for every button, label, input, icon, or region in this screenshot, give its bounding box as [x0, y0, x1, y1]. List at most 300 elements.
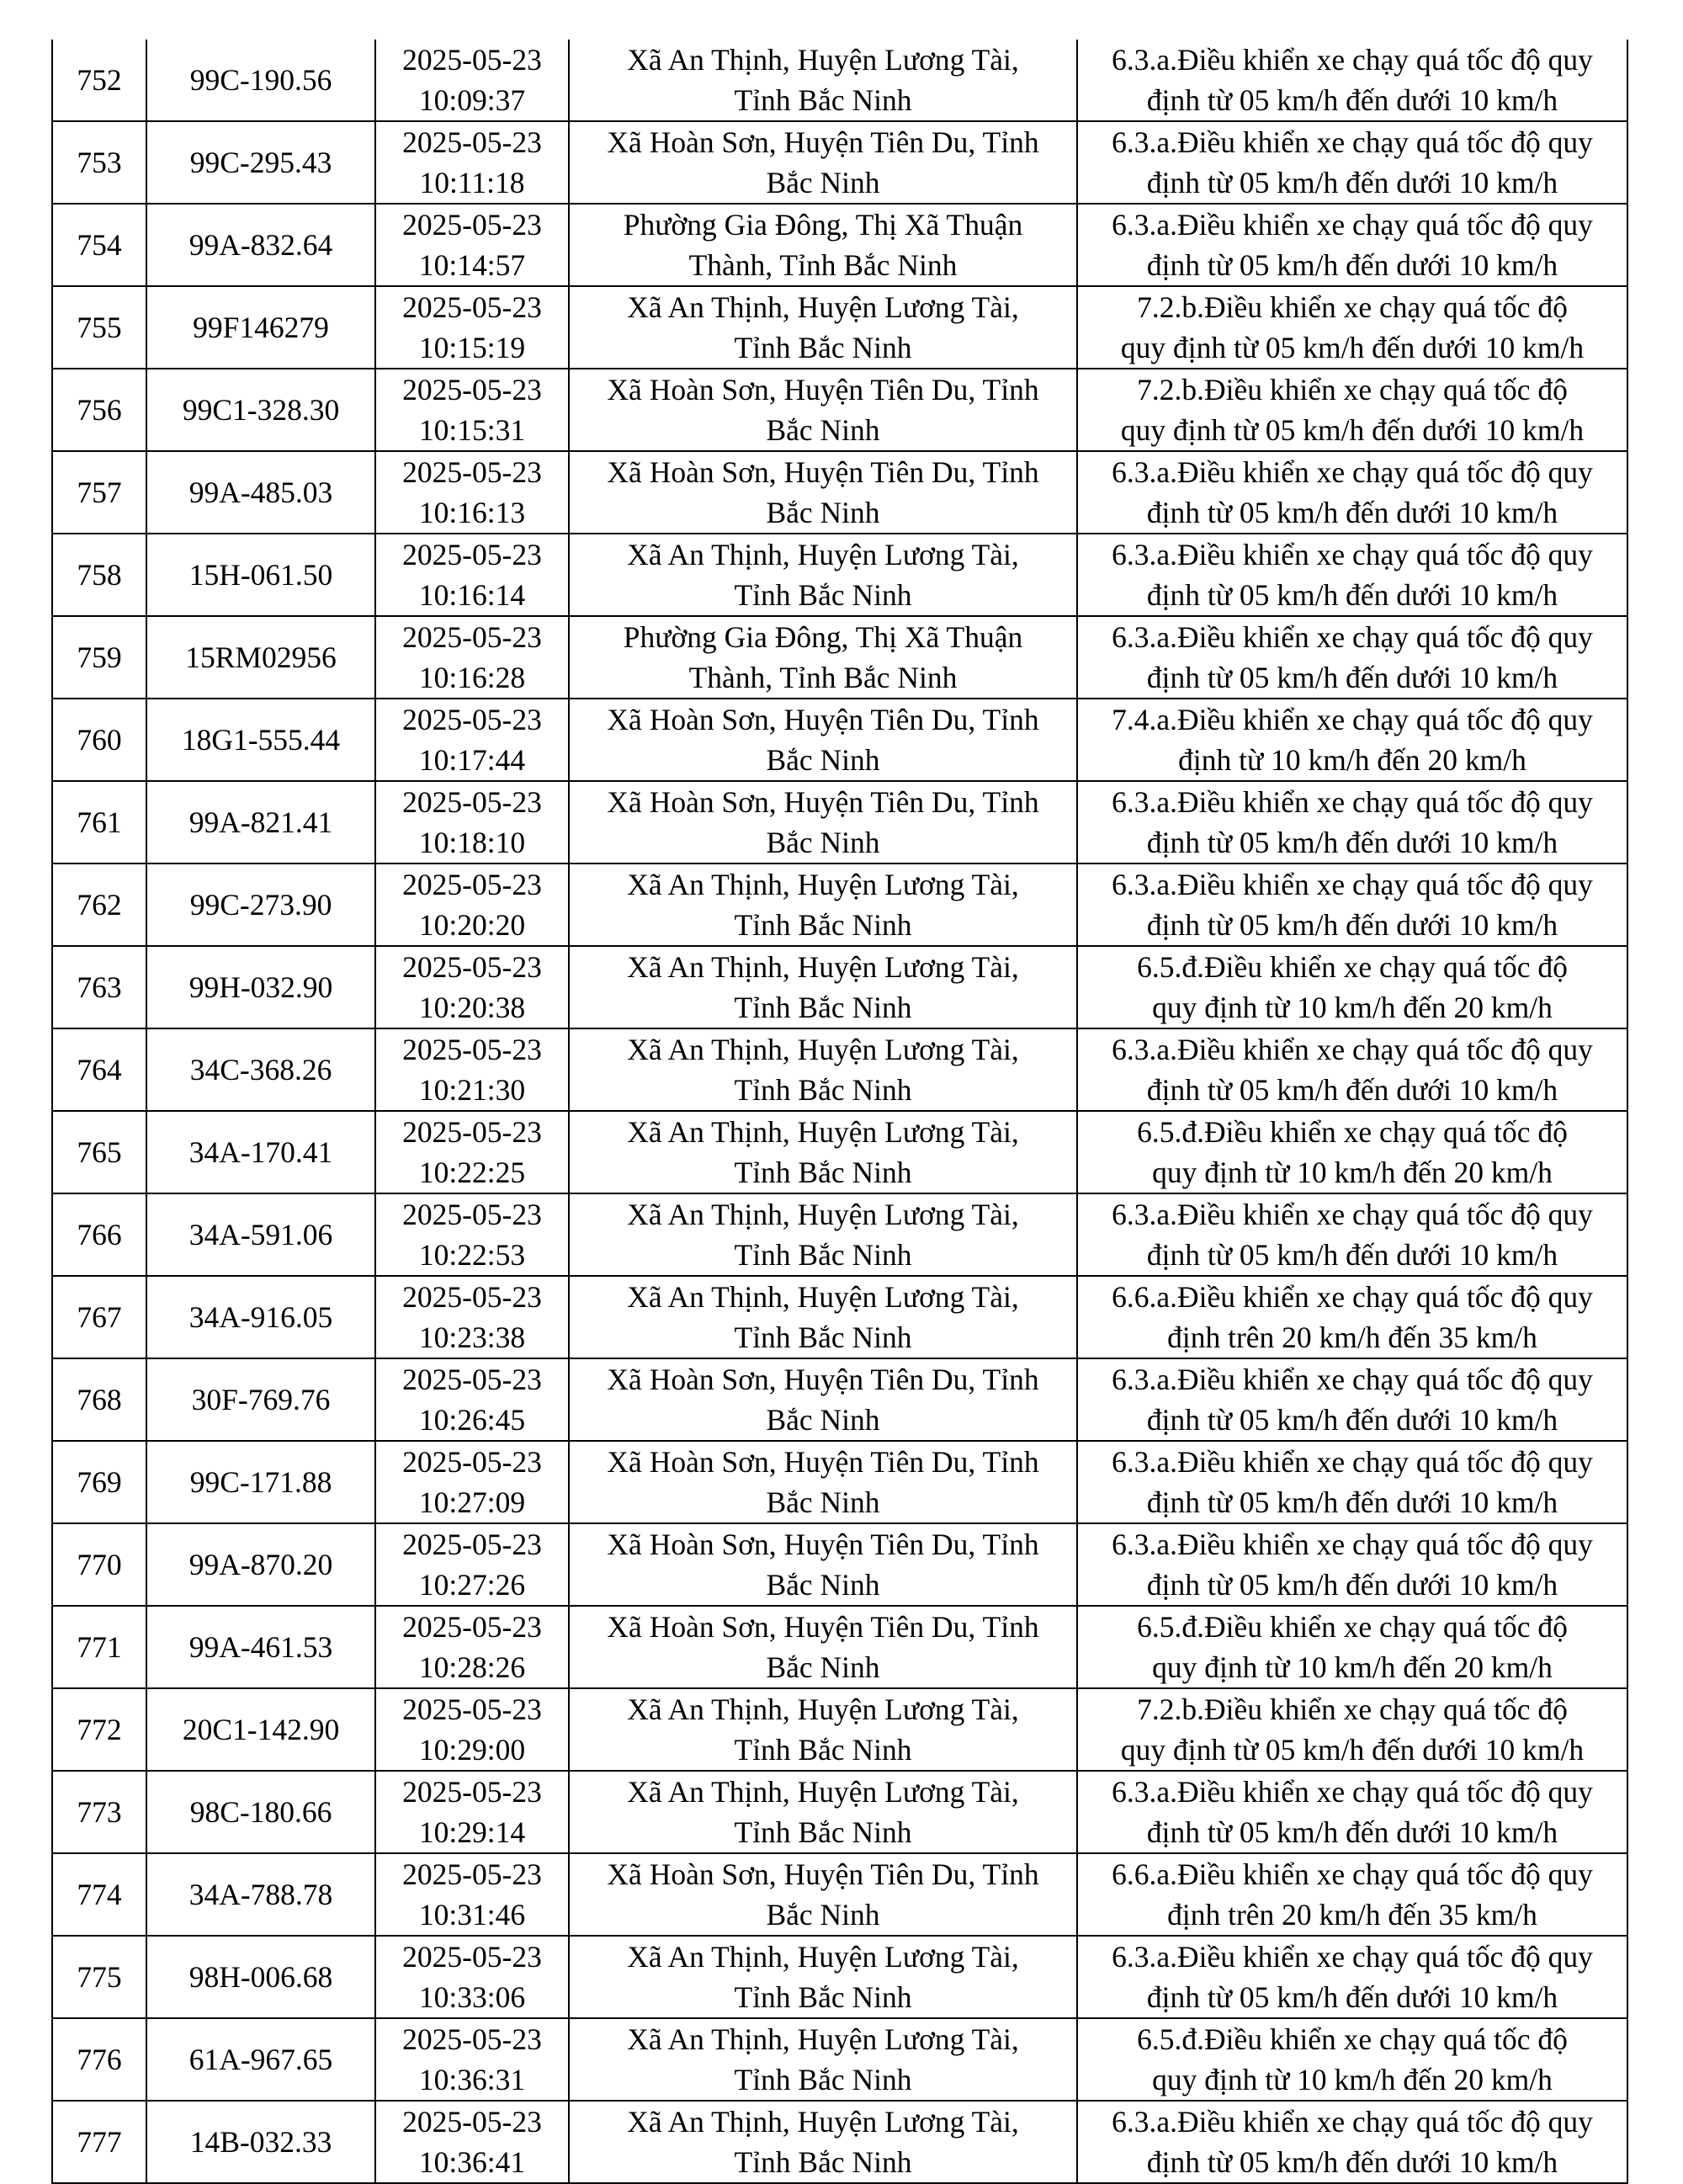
plate-number: 99C-190.56 — [189, 63, 332, 97]
datetime-cell — [375, 1193, 569, 1276]
violation-cell — [1077, 286, 1627, 369]
plate-cell — [146, 286, 375, 369]
datetime-cell — [375, 1111, 569, 1193]
violation-time: 10:36:31 — [418, 2063, 526, 2096]
location-line-2: Bắc Ninh — [766, 166, 880, 199]
violation-line-1: 6.3.a.Điều khiển xe chạy quá tốc độ quy — [1112, 538, 1593, 571]
stt-value: 758 — [77, 558, 122, 592]
location-line-2: Thành, Tỉnh Bắc Ninh — [688, 248, 958, 282]
table-row — [52, 369, 1627, 451]
stt-value: 774 — [77, 1878, 122, 1911]
violation-line-2: định từ 05 km/h đến dưới 10 km/h — [1146, 1568, 1558, 1602]
stt-cell — [52, 1276, 146, 1358]
stt-value: 772 — [77, 1713, 122, 1746]
plate-cell — [146, 121, 375, 204]
plate-number: 99A-461.53 — [188, 1630, 333, 1664]
stt-cell — [52, 1771, 146, 1853]
violation-cell — [1077, 369, 1627, 451]
violation-cell — [1077, 534, 1627, 616]
violation-time: 10:23:38 — [418, 1320, 526, 1354]
violation-time: 10:20:38 — [418, 991, 526, 1024]
stt-value: 764 — [77, 1053, 122, 1087]
violation-time: 10:18:10 — [418, 826, 526, 859]
datetime-cell — [375, 1688, 569, 1771]
stt-cell — [52, 1111, 146, 1193]
table-row — [52, 534, 1627, 616]
table-row — [52, 451, 1627, 534]
location-cell — [569, 2101, 1077, 2183]
table-body — [52, 40, 1627, 2183]
location-line-2: Tỉnh Bắc Ninh — [734, 908, 912, 942]
plate-cell — [146, 1771, 375, 1853]
violation-date: 2025-05-23 — [402, 125, 542, 159]
violation-cell — [1077, 2101, 1627, 2183]
location-line-2: Tỉnh Bắc Ninh — [734, 83, 912, 117]
plate-cell — [146, 946, 375, 1028]
violation-line-2: định từ 05 km/h đến dưới 10 km/h — [1146, 2145, 1558, 2179]
plate-cell — [146, 1276, 375, 1358]
plate-number: 14B-032.33 — [189, 2125, 332, 2159]
plate-number: 99A-870.20 — [188, 1548, 333, 1581]
table-row — [52, 121, 1627, 204]
location-cell — [569, 2018, 1077, 2101]
plate-number: 99A-485.03 — [188, 476, 333, 509]
location-cell — [569, 1358, 1077, 1441]
violation-line-2: quy định từ 05 km/h đến dưới 10 km/h — [1120, 413, 1585, 447]
stt-value: 757 — [77, 476, 122, 509]
datetime-cell — [375, 286, 569, 369]
violation-line-2: quy định từ 10 km/h đến 20 km/h — [1152, 2063, 1553, 2096]
location-cell — [569, 946, 1077, 1028]
violation-cell — [1077, 1688, 1627, 1771]
violation-line-2: quy định từ 10 km/h đến 20 km/h — [1152, 1650, 1553, 1684]
violation-line-2: quy định từ 05 km/h đến dưới 10 km/h — [1120, 331, 1585, 364]
violation-time: 10:29:14 — [418, 1815, 526, 1849]
location-line-1: Xã An Thịnh, Huyện Lương Tài, — [627, 2105, 1019, 2139]
location-line-1: Xã Hoàn Sơn, Huyện Tiên Du, Tỉnh — [607, 1363, 1039, 1396]
stt-cell — [52, 946, 146, 1028]
violation-time: 10:22:25 — [418, 1156, 526, 1189]
violation-line-1: 6.5.đ.Điều khiển xe chạy quá tốc độ — [1137, 2022, 1568, 2056]
table-row — [52, 1111, 1627, 1193]
location-cell — [569, 1276, 1077, 1358]
location-line-2: Thành, Tỉnh Bắc Ninh — [688, 661, 958, 694]
location-line-1: Xã An Thịnh, Huyện Lương Tài, — [627, 1033, 1019, 1066]
plate-number: 15RM02956 — [185, 640, 337, 674]
violation-date: 2025-05-23 — [402, 1775, 542, 1809]
datetime-cell — [375, 1028, 569, 1111]
datetime-cell — [375, 40, 569, 121]
plate-cell — [146, 781, 375, 864]
violation-cell — [1077, 2018, 1627, 2101]
stt-value: 760 — [77, 723, 122, 757]
stt-cell — [52, 616, 146, 699]
plate-cell — [146, 2101, 375, 2183]
stt-value: 767 — [77, 1300, 122, 1334]
table-row — [52, 1523, 1627, 1606]
table-row — [52, 864, 1627, 946]
location-cell — [569, 1193, 1077, 1276]
violation-line-1: 7.4.a.Điều khiển xe chạy quá tốc độ quy — [1112, 703, 1593, 736]
violation-time: 10:22:53 — [418, 1238, 526, 1272]
violation-time: 10:31:46 — [418, 1898, 526, 1932]
datetime-cell — [375, 781, 569, 864]
stt-value: 761 — [77, 805, 122, 839]
violation-date: 2025-05-23 — [402, 1528, 542, 1561]
plate-cell — [146, 1853, 375, 1936]
location-line-1: Xã Hoàn Sơn, Huyện Tiên Du, Tỉnh — [607, 785, 1039, 819]
location-line-2: Tỉnh Bắc Ninh — [734, 1733, 912, 1767]
table-row — [52, 2101, 1627, 2183]
stt-cell — [52, 781, 146, 864]
violation-line-1: 6.3.a.Điều khiển xe chạy quá tốc độ quy — [1112, 455, 1593, 489]
table-row — [52, 1606, 1627, 1688]
table-row — [52, 1771, 1627, 1853]
location-line-1: Xã Hoàn Sơn, Huyện Tiên Du, Tỉnh — [607, 1528, 1039, 1561]
location-line-2: Bắc Ninh — [766, 413, 880, 447]
plate-cell — [146, 369, 375, 451]
violation-date: 2025-05-23 — [402, 1610, 542, 1644]
violation-time: 10:17:44 — [418, 743, 526, 777]
violation-line-2: định từ 05 km/h đến dưới 10 km/h — [1146, 661, 1558, 694]
stt-cell — [52, 1193, 146, 1276]
stt-cell — [52, 1606, 146, 1688]
violation-line-2: định từ 05 km/h đến dưới 10 km/h — [1146, 1815, 1558, 1849]
violation-cell — [1077, 1111, 1627, 1193]
violation-line-2: định từ 05 km/h đến dưới 10 km/h — [1146, 1073, 1558, 1107]
location-line-1: Xã Hoàn Sơn, Huyện Tiên Du, Tỉnh — [607, 1445, 1039, 1479]
stt-value: 762 — [77, 888, 122, 922]
violation-line-2: định từ 05 km/h đến dưới 10 km/h — [1146, 496, 1558, 529]
table-row — [52, 1028, 1627, 1111]
violation-line-2: định từ 05 km/h đến dưới 10 km/h — [1146, 826, 1558, 859]
location-line-2: Tỉnh Bắc Ninh — [734, 1238, 912, 1272]
violation-time: 10:16:14 — [418, 578, 526, 612]
plate-number: 34A-916.05 — [188, 1300, 333, 1334]
location-cell — [569, 204, 1077, 286]
violation-line-2: định trên 20 km/h đến 35 km/h — [1167, 1320, 1537, 1354]
violation-line-2: định từ 05 km/h đến dưới 10 km/h — [1146, 248, 1558, 282]
location-line-1: Xã An Thịnh, Huyện Lương Tài, — [627, 290, 1019, 324]
location-line-2: Bắc Ninh — [766, 1568, 880, 1602]
location-cell — [569, 1853, 1077, 1936]
violation-line-1: 6.3.a.Điều khiển xe chạy quá tốc độ quy — [1112, 1033, 1593, 1066]
table-row — [52, 1276, 1627, 1358]
violation-line-2: định từ 05 km/h đến dưới 10 km/h — [1146, 166, 1558, 199]
violation-time: 10:16:28 — [418, 661, 526, 694]
location-line-2: Tỉnh Bắc Ninh — [734, 1980, 912, 2014]
location-cell — [569, 616, 1077, 699]
stt-cell — [52, 1853, 146, 1936]
location-cell — [569, 1111, 1077, 1193]
table-row — [52, 616, 1627, 699]
violation-line-1: 6.3.a.Điều khiển xe chạy quá tốc độ quy — [1112, 125, 1593, 159]
violation-cell — [1077, 616, 1627, 699]
violation-line-2: định từ 05 km/h đến dưới 10 km/h — [1146, 1980, 1558, 2014]
violation-line-1: 6.3.a.Điều khiển xe chạy quá tốc độ quy — [1112, 1528, 1593, 1561]
violation-line-1: 7.2.b.Điều khiển xe chạy quá tốc độ — [1137, 290, 1568, 324]
plate-cell — [146, 40, 375, 121]
violation-line-2: quy định từ 05 km/h đến dưới 10 km/h — [1120, 1733, 1585, 1767]
plate-cell — [146, 2018, 375, 2101]
violation-cell — [1077, 1028, 1627, 1111]
location-line-1: Xã Hoàn Sơn, Huyện Tiên Du, Tỉnh — [607, 455, 1039, 489]
datetime-cell — [375, 1441, 569, 1523]
plate-cell — [146, 1193, 375, 1276]
stt-cell — [52, 864, 146, 946]
location-line-2: Tỉnh Bắc Ninh — [734, 1815, 912, 1849]
violation-line-1: 6.3.a.Điều khiển xe chạy quá tốc độ quy — [1112, 785, 1593, 819]
stt-value: 776 — [77, 2043, 122, 2076]
datetime-cell — [375, 1276, 569, 1358]
location-line-1: Xã Hoàn Sơn, Huyện Tiên Du, Tỉnh — [607, 125, 1039, 159]
violation-time: 10:14:57 — [418, 248, 526, 282]
plate-number: 18G1-555.44 — [181, 723, 341, 757]
violation-time: 10:27:09 — [418, 1485, 526, 1519]
location-line-1: Xã An Thịnh, Huyện Lương Tài, — [627, 2022, 1019, 2056]
violation-date: 2025-05-23 — [402, 1445, 542, 1479]
violation-line-1: 6.6.a.Điều khiển xe chạy quá tốc độ quy — [1112, 1857, 1593, 1891]
stt-cell — [52, 2101, 146, 2183]
violation-line-2: quy định từ 10 km/h đến 20 km/h — [1152, 1156, 1553, 1189]
violation-time: 10:21:30 — [418, 1073, 526, 1107]
violation-cell — [1077, 1853, 1627, 1936]
location-cell — [569, 121, 1077, 204]
datetime-cell — [375, 1358, 569, 1441]
location-cell — [569, 1936, 1077, 2018]
violation-line-1: 6.3.a.Điều khiển xe chạy quá tốc độ quy — [1112, 620, 1593, 654]
violation-cell — [1077, 451, 1627, 534]
violation-date: 2025-05-23 — [402, 1857, 542, 1891]
plate-number: 99H-032.90 — [188, 970, 333, 1004]
datetime-cell — [375, 616, 569, 699]
plate-number: 99A-821.41 — [188, 805, 333, 839]
location-cell — [569, 1688, 1077, 1771]
violation-line-2: định từ 05 km/h đến dưới 10 km/h — [1146, 1238, 1558, 1272]
location-line-1: Xã An Thịnh, Huyện Lương Tài, — [627, 1775, 1019, 1809]
stt-value: 773 — [77, 1795, 122, 1829]
location-line-2: Bắc Ninh — [766, 743, 880, 777]
location-cell — [569, 1771, 1077, 1853]
location-line-2: Tỉnh Bắc Ninh — [734, 991, 912, 1024]
violation-date: 2025-05-23 — [402, 950, 542, 984]
stt-value: 766 — [77, 1218, 122, 1251]
violation-cell — [1077, 781, 1627, 864]
location-cell — [569, 781, 1077, 864]
stt-cell — [52, 1441, 146, 1523]
location-cell — [569, 1606, 1077, 1688]
violation-time: 10:16:13 — [418, 496, 526, 529]
violation-line-1: 6.6.a.Điều khiển xe chạy quá tốc độ quy — [1112, 1280, 1593, 1314]
violation-time: 10:36:41 — [418, 2145, 526, 2179]
location-line-1: Xã An Thịnh, Huyện Lương Tài, — [627, 1115, 1019, 1149]
violation-time: 10:09:37 — [418, 83, 526, 117]
stt-cell — [52, 699, 146, 781]
datetime-cell — [375, 2101, 569, 2183]
stt-cell — [52, 2018, 146, 2101]
table-row — [52, 1688, 1627, 1771]
stt-value: 756 — [77, 393, 122, 427]
violation-date: 2025-05-23 — [402, 868, 542, 901]
location-line-1: Xã An Thịnh, Huyện Lương Tài, — [627, 868, 1019, 901]
violation-date: 2025-05-23 — [402, 290, 542, 324]
violation-line-1: 6.3.a.Điều khiển xe chạy quá tốc độ quy — [1112, 1198, 1593, 1231]
location-cell — [569, 451, 1077, 534]
stt-value: 768 — [77, 1383, 122, 1416]
table-row — [52, 286, 1627, 369]
violation-time: 10:15:19 — [418, 331, 526, 364]
location-cell — [569, 1441, 1077, 1523]
location-line-1: Phường Gia Đông, Thị Xã Thuận — [623, 620, 1023, 654]
violation-cell — [1077, 1771, 1627, 1853]
violation-line-1: 6.3.a.Điều khiển xe chạy quá tốc độ quy — [1112, 1940, 1593, 1974]
table-row — [52, 2018, 1627, 2101]
location-line-1: Xã An Thịnh, Huyện Lương Tài, — [627, 1692, 1019, 1726]
plate-number: 15H-061.50 — [188, 558, 333, 592]
violation-time: 10:20:20 — [418, 908, 526, 942]
violation-cell — [1077, 204, 1627, 286]
violation-date: 2025-05-23 — [402, 620, 542, 654]
location-cell — [569, 699, 1077, 781]
plate-cell — [146, 204, 375, 286]
stt-value: 770 — [77, 1548, 122, 1581]
violation-cell — [1077, 699, 1627, 781]
plate-cell — [146, 1523, 375, 1606]
plate-number: 98C-180.66 — [189, 1795, 332, 1829]
violation-line-2: quy định từ 10 km/h đến 20 km/h — [1152, 991, 1553, 1024]
plate-cell — [146, 1688, 375, 1771]
stt-cell — [52, 451, 146, 534]
plate-number: 20C1-142.90 — [182, 1713, 340, 1746]
location-line-2: Bắc Ninh — [766, 826, 880, 859]
plate-cell — [146, 1936, 375, 2018]
violation-line-1: 6.3.a.Điều khiển xe chạy quá tốc độ quy — [1112, 1775, 1593, 1809]
violation-line-1: 6.5.đ.Điều khiển xe chạy quá tốc độ — [1137, 1115, 1568, 1149]
location-line-1: Xã Hoàn Sơn, Huyện Tiên Du, Tỉnh — [607, 703, 1039, 736]
violation-date: 2025-05-23 — [402, 1115, 542, 1149]
datetime-cell — [375, 1523, 569, 1606]
violation-date: 2025-05-23 — [402, 1198, 542, 1231]
violation-time: 10:33:06 — [418, 1980, 526, 2014]
location-line-1: Phường Gia Đông, Thị Xã Thuận — [623, 208, 1023, 242]
plate-number: 98H-006.68 — [188, 1960, 333, 1994]
datetime-cell — [375, 699, 569, 781]
violation-cell — [1077, 1936, 1627, 2018]
plate-cell — [146, 534, 375, 616]
stt-cell — [52, 121, 146, 204]
location-line-2: Bắc Ninh — [766, 496, 880, 529]
violation-time: 10:11:18 — [419, 166, 525, 199]
stt-cell — [52, 40, 146, 121]
violation-date: 2025-05-23 — [402, 208, 542, 242]
datetime-cell — [375, 2018, 569, 2101]
location-line-2: Bắc Ninh — [766, 1485, 880, 1519]
violation-line-2: định từ 10 km/h đến 20 km/h — [1178, 743, 1526, 777]
violation-date: 2025-05-23 — [402, 1280, 542, 1314]
location-line-2: Bắc Ninh — [766, 1403, 880, 1437]
stt-cell — [52, 369, 146, 451]
stt-value: 754 — [77, 228, 122, 262]
violation-cell — [1077, 1441, 1627, 1523]
table-row — [52, 1936, 1627, 2018]
stt-cell — [52, 204, 146, 286]
location-cell — [569, 369, 1077, 451]
violation-line-2: định từ 05 km/h đến dưới 10 km/h — [1146, 908, 1558, 942]
plate-cell — [146, 699, 375, 781]
stt-value: 765 — [77, 1135, 122, 1169]
table-row — [52, 781, 1627, 864]
location-line-2: Tỉnh Bắc Ninh — [734, 2063, 912, 2096]
stt-value: 775 — [77, 1960, 122, 1994]
plate-cell — [146, 451, 375, 534]
location-line-2: Tỉnh Bắc Ninh — [734, 1156, 912, 1189]
violation-cell — [1077, 1358, 1627, 1441]
table-row — [52, 204, 1627, 286]
violation-date: 2025-05-23 — [402, 2105, 542, 2139]
location-cell — [569, 40, 1077, 121]
violation-line-1: 6.3.a.Điều khiển xe chạy quá tốc độ quy — [1112, 208, 1593, 242]
location-line-1: Xã An Thịnh, Huyện Lương Tài, — [627, 1198, 1019, 1231]
datetime-cell — [375, 1606, 569, 1688]
violation-line-1: 6.5.đ.Điều khiển xe chạy quá tốc độ — [1137, 950, 1568, 984]
datetime-cell — [375, 1771, 569, 1853]
location-line-2: Bắc Ninh — [766, 1898, 880, 1932]
plate-number: 30F-769.76 — [191, 1383, 331, 1416]
table-row — [52, 946, 1627, 1028]
location-cell — [569, 1523, 1077, 1606]
table-row — [52, 40, 1627, 121]
location-cell — [569, 1028, 1077, 1111]
location-cell — [569, 864, 1077, 946]
violation-time: 10:27:26 — [418, 1568, 526, 1602]
stt-value: 771 — [77, 1630, 122, 1664]
plate-number: 61A-967.65 — [188, 2043, 333, 2076]
violation-line-2: định từ 05 km/h đến dưới 10 km/h — [1146, 1403, 1558, 1437]
violation-line-1: 6.3.a.Điều khiển xe chạy quá tốc độ quy — [1112, 1363, 1593, 1396]
stt-cell — [52, 534, 146, 616]
violation-time: 10:29:00 — [418, 1733, 526, 1767]
datetime-cell — [375, 1936, 569, 2018]
plate-cell — [146, 616, 375, 699]
violation-line-1: 7.2.b.Điều khiển xe chạy quá tốc độ — [1137, 373, 1568, 407]
violation-line-2: định từ 05 km/h đến dưới 10 km/h — [1146, 1485, 1558, 1519]
stt-cell — [52, 1523, 146, 1606]
plate-cell — [146, 1441, 375, 1523]
datetime-cell — [375, 534, 569, 616]
datetime-cell — [375, 369, 569, 451]
plate-number: 34A-788.78 — [188, 1878, 333, 1911]
plate-number: 99C-273.90 — [189, 888, 332, 922]
datetime-cell — [375, 451, 569, 534]
datetime-cell — [375, 121, 569, 204]
violation-line-1: 7.2.b.Điều khiển xe chạy quá tốc độ — [1137, 1692, 1568, 1726]
violation-time: 10:15:31 — [418, 413, 526, 447]
violation-date: 2025-05-23 — [402, 1363, 542, 1396]
location-line-2: Tỉnh Bắc Ninh — [734, 1073, 912, 1107]
plate-cell — [146, 1028, 375, 1111]
plate-number: 34A-591.06 — [188, 1218, 333, 1251]
violation-line-1: 6.3.a.Điều khiển xe chạy quá tốc độ quy — [1112, 868, 1593, 901]
datetime-cell — [375, 864, 569, 946]
stt-value: 759 — [77, 640, 122, 674]
violation-date: 2025-05-23 — [402, 373, 542, 407]
violation-line-1: 6.3.a.Điều khiển xe chạy quá tốc độ quy — [1112, 43, 1593, 77]
violation-cell — [1077, 1276, 1627, 1358]
stt-cell — [52, 1936, 146, 2018]
plate-number: 99A-832.64 — [188, 228, 333, 262]
violation-cell — [1077, 1193, 1627, 1276]
table-row — [52, 699, 1627, 781]
